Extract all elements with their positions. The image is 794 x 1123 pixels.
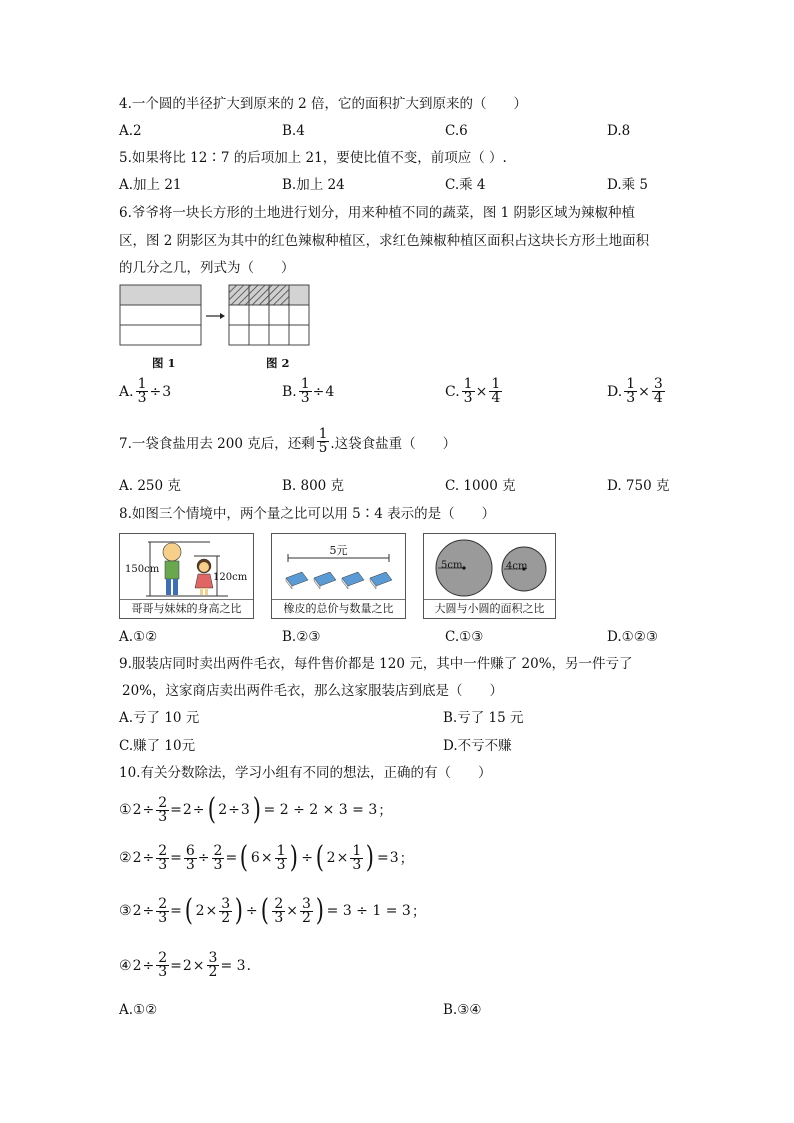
q6-option-c[interactable] <box>445 378 503 405</box>
equation-3: ③ 2 ÷ $\frac{2}{3}$ = ( 2 × $\frac{3}{2}$ ) ÷ ( $\frac{2}{3}$ × $\frac{3}{2}$ ) = 3 ÷ 1 = 3 ； <box>119 893 426 928</box>
option-letter: D. <box>607 383 623 400</box>
q9-option-a[interactable]: A.亏了 10 元 <box>119 710 200 726</box>
q6-stem-line-3: 的几分之几，列式为（ ） <box>119 260 295 276</box>
q8-option-a[interactable]: A.①② <box>119 629 158 645</box>
operator: × <box>638 383 650 400</box>
eraser-icon <box>314 572 336 589</box>
q5-option-b[interactable]: B.加上 24 <box>282 177 345 193</box>
figure-1-rectangle <box>120 285 201 345</box>
q4-option-a[interactable]: A.2 <box>119 123 142 139</box>
fraction: $\frac{1}{3}$ <box>463 376 473 406</box>
q7-option-d[interactable]: D. 750 克 <box>607 478 670 494</box>
figure-1-caption: 图 1 <box>152 356 176 370</box>
option-letter: A. <box>119 383 134 400</box>
equation-2: ② 2 ÷ $\frac{2}{3}$ = $\frac{6}{3}$ ÷ $\frac{2}{3}$ = ( 6 × $\frac{1}{3}$ ) ÷ ( 2 × $\frac{1}{3}$ ) = 3 ； <box>119 840 414 875</box>
q6-option-d[interactable] <box>607 378 666 405</box>
q10-stem: 10.有关分数除法，学习小组有不同的想法，正确的有（ ） <box>119 765 492 781</box>
eraser-icon <box>342 572 364 589</box>
arrow-icon <box>206 313 225 319</box>
large-radius-label: 5cm <box>441 560 463 571</box>
operand: 4 <box>325 383 335 400</box>
fraction: $\frac{3}{4}$ <box>653 376 663 406</box>
brother-height-label: 150cm <box>125 564 160 575</box>
scene-3-caption: 大圆与小圆的面积之比 <box>424 599 555 618</box>
eraser-icon <box>370 572 392 589</box>
equation-1: ① 2 ÷ $\frac{2}{3}$ = 2 ÷ ( 2 ÷ 3 ) = 2 ÷ 2 × 3 = 3 ； <box>119 792 393 827</box>
q8-option-d[interactable]: D.①②③ <box>607 629 658 645</box>
q7-stem: 7.一袋食盐用去 200 克后，还剩 $\frac{1}{5}$ .这袋食盐重（ ） <box>119 426 457 456</box>
q9-option-c[interactable]: C.赚了 10元 <box>119 738 196 754</box>
q6-stem-line-2: 区，图 2 阴影区为其中的红色辣椒种植区，求红色辣椒种植区面积占这块长方形土地面积 <box>119 233 650 249</box>
fraction: $\frac{1}{3}$ <box>137 376 147 406</box>
equation-4: ④ 2 ÷ $\frac{2}{3}$ = 2 × $\frac{3}{2}$ = 3 . <box>119 950 251 980</box>
scene-2-erasers <box>271 533 406 619</box>
eraser-icon <box>286 572 308 589</box>
q9-stem-line-1: 9.服装店同时卖出两件毛衣，每件售价都是 120 元，其中一件赚了 20%，另一件亏了 <box>119 656 633 672</box>
q7-option-b[interactable]: B. 800 克 <box>282 478 345 494</box>
small-radius-label: 4cm <box>506 561 528 572</box>
figure-2-grid <box>229 285 309 345</box>
q10-option-a[interactable]: A.①② <box>119 1002 158 1018</box>
fraction: $\frac{1}{4}$ <box>491 376 501 406</box>
figure-2-caption: 图 2 <box>266 356 290 370</box>
q5-stem: 5.如果将比 12∶7 的后项加上 21，要使比值不变，前项应（ ）. <box>119 150 507 166</box>
q4-option-c[interactable]: C.6 <box>445 123 468 139</box>
q8-option-c[interactable]: C.①③ <box>445 629 484 645</box>
q4-option-b[interactable]: B.4 <box>282 123 305 139</box>
q5-option-c[interactable]: C.乘 4 <box>445 177 486 193</box>
scene-1-heights <box>119 533 254 619</box>
q6-option-a[interactable] <box>119 378 172 405</box>
q9-option-d[interactable]: D.不亏不赚 <box>443 738 512 754</box>
operator: × <box>475 383 488 400</box>
q5-option-a[interactable]: A.加上 21 <box>119 177 182 193</box>
q7-option-a[interactable]: A. 250 克 <box>119 478 181 494</box>
q5-option-d[interactable]: D.乘 5 <box>607 177 649 193</box>
q9-option-b[interactable]: B.亏了 15 元 <box>443 710 524 726</box>
q8-option-b[interactable]: B.②③ <box>282 629 321 645</box>
q8-stem: 8.如图三个情境中，两个量之比可以用 5∶4 表示的是（ ） <box>119 506 496 522</box>
option-letter: B. <box>282 383 297 400</box>
q7-option-c[interactable]: C. 1000 克 <box>445 478 516 494</box>
option-letter: C. <box>445 383 460 400</box>
sister-height-label: 120cm <box>213 572 248 583</box>
operand: 3 <box>162 383 172 400</box>
fraction: $\frac{1}{3}$ <box>300 376 310 406</box>
scene-2-caption: 橡皮的总价与数量之比 <box>272 599 405 618</box>
q9-stem-line-2: 20%，这家商店卖出两件毛衣，那么这家服装店到底是（ ） <box>122 683 504 699</box>
price-label: 5元 <box>329 544 348 557</box>
q4-stem: 4.一个圆的半径扩大到原来的 2 倍，它的面积扩大到原来的（ ） <box>119 96 528 112</box>
q10-option-b[interactable]: B.③④ <box>443 1002 482 1018</box>
fraction: $\frac{1}{3}$ <box>626 376 636 406</box>
q6-stem-line-1: 6.爷爷将一块长方形的土地进行划分，用来种植不同的蔬菜，图 1 阴影区域为辣椒种植 <box>119 205 636 221</box>
scene-3-circles <box>423 533 556 619</box>
q4-option-d[interactable]: D.8 <box>607 123 631 139</box>
scene-1-caption: 哥哥与妹妹的身高之比 <box>120 599 253 618</box>
operator: ÷ <box>312 383 325 400</box>
q6-figure <box>118 283 313 347</box>
operator: ÷ <box>149 383 162 400</box>
fraction: $\frac{1}{5}$ <box>318 426 328 456</box>
q6-option-b[interactable] <box>282 378 335 405</box>
